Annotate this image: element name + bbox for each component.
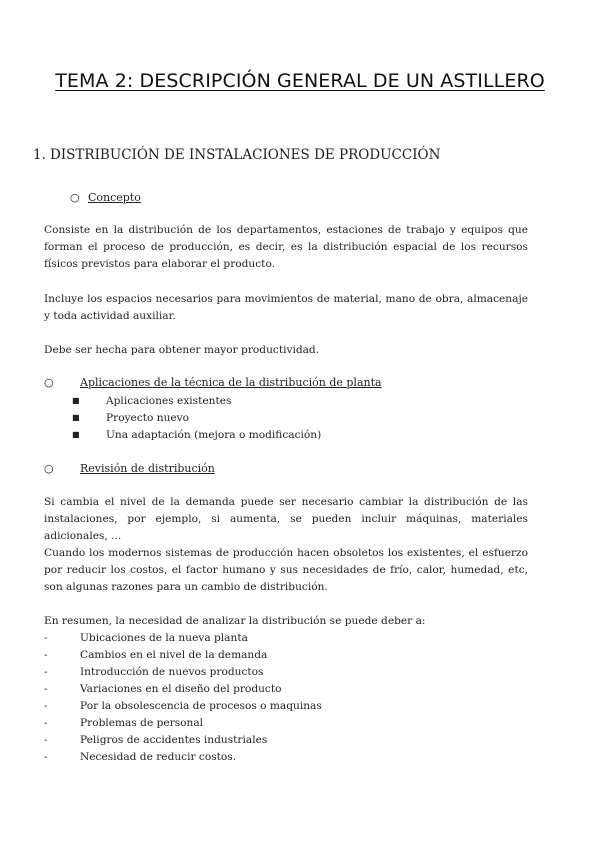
dash-bullet-icon: -	[44, 700, 48, 712]
square-bullet-icon: ■	[72, 396, 80, 405]
list-item: - Necesidad de reducir costos.	[44, 749, 236, 766]
dash-bullet-icon: -	[44, 683, 48, 695]
section-number: 1.	[33, 147, 46, 163]
subheading-label: Concepto	[88, 191, 141, 204]
subheading-label: Aplicaciones de la técnica de la distribución de planta	[80, 376, 382, 389]
list-item: ■ Proyecto nuevo	[72, 409, 189, 427]
subheading-aplicaciones	[44, 376, 382, 389]
list-item: ■ Aplicaciones existentes	[72, 392, 231, 410]
dash-bullet-icon: -	[44, 649, 48, 661]
section-heading	[33, 147, 440, 163]
paragraph: Si cambia el nivel de la demanda puede ser necesario cambiar la distribución de las instalaciones, por ejemplo, si aumenta, se pueden incluir máquinas, materiales adicionales, ...	[44, 496, 528, 543]
paragraph: Cuando los modernos sistemas de producción hacen obsoletos los existentes, el esfuerzo por reducir los costos, el factor humano y sus necesidades de frío, calor, humedad, etc, son algunas razones para un cambio de distribución.	[44, 547, 528, 594]
dash-bullet-icon: -	[44, 751, 48, 763]
list-item: ■ Una adaptación (mejora o modificación)	[72, 426, 321, 444]
list-item: - Peligros de accidentes industriales	[44, 732, 267, 749]
circle-bullet-icon: ○	[70, 191, 80, 204]
circle-bullet-icon: ○	[44, 462, 54, 475]
dash-bullet-icon: -	[44, 632, 48, 644]
paragraph: En resumen, la necesidad de analizar la distribución se puede deber a:	[44, 615, 426, 627]
subheading-revision	[44, 462, 215, 475]
square-bullet-icon: ■	[72, 413, 80, 422]
circle-bullet-icon: ○	[44, 376, 54, 389]
subheading-concepto	[70, 191, 141, 204]
paragraph: Consiste en la distribución de los departamentos, estaciones de trabajo y equipos que forman el proceso de producción, es decir, es la distribución espacial de los recursos físicos previstos para elaborar el producto.	[44, 224, 528, 271]
paragraph: Debe ser hecha para obtener mayor productividad.	[44, 344, 320, 356]
dash-bullet-icon: -	[44, 734, 48, 746]
page-title: TEMA 2: DESCRIPCIÓN GENERAL DE UN ASTILLERO	[55, 70, 545, 92]
dash-bullet-icon: -	[44, 717, 48, 729]
list-item: - Introducción de nuevos productos	[44, 664, 263, 681]
subheading-label: Revisión de distribución	[80, 462, 215, 475]
section-label: DISTRIBUCIÓN DE INSTALACIONES DE PRODUCCIÓN	[50, 147, 441, 163]
list-item: - Problemas de personal	[44, 715, 203, 732]
list-item: - Variaciones en el diseño del producto	[44, 681, 282, 698]
list-item: - Por la obsolescencia de procesos o maquinas	[44, 698, 322, 715]
list-item: - Ubicaciones de la nueva planta	[44, 630, 248, 647]
dash-bullet-icon: -	[44, 666, 48, 678]
square-bullet-icon: ■	[72, 430, 80, 439]
list-item: - Cambios en el nivel de la demanda	[44, 647, 267, 664]
paragraph: Incluye los espacios necesarios para movimientos de material, mano de obra, almacenaje y toda actividad auxiliar.	[44, 293, 528, 323]
